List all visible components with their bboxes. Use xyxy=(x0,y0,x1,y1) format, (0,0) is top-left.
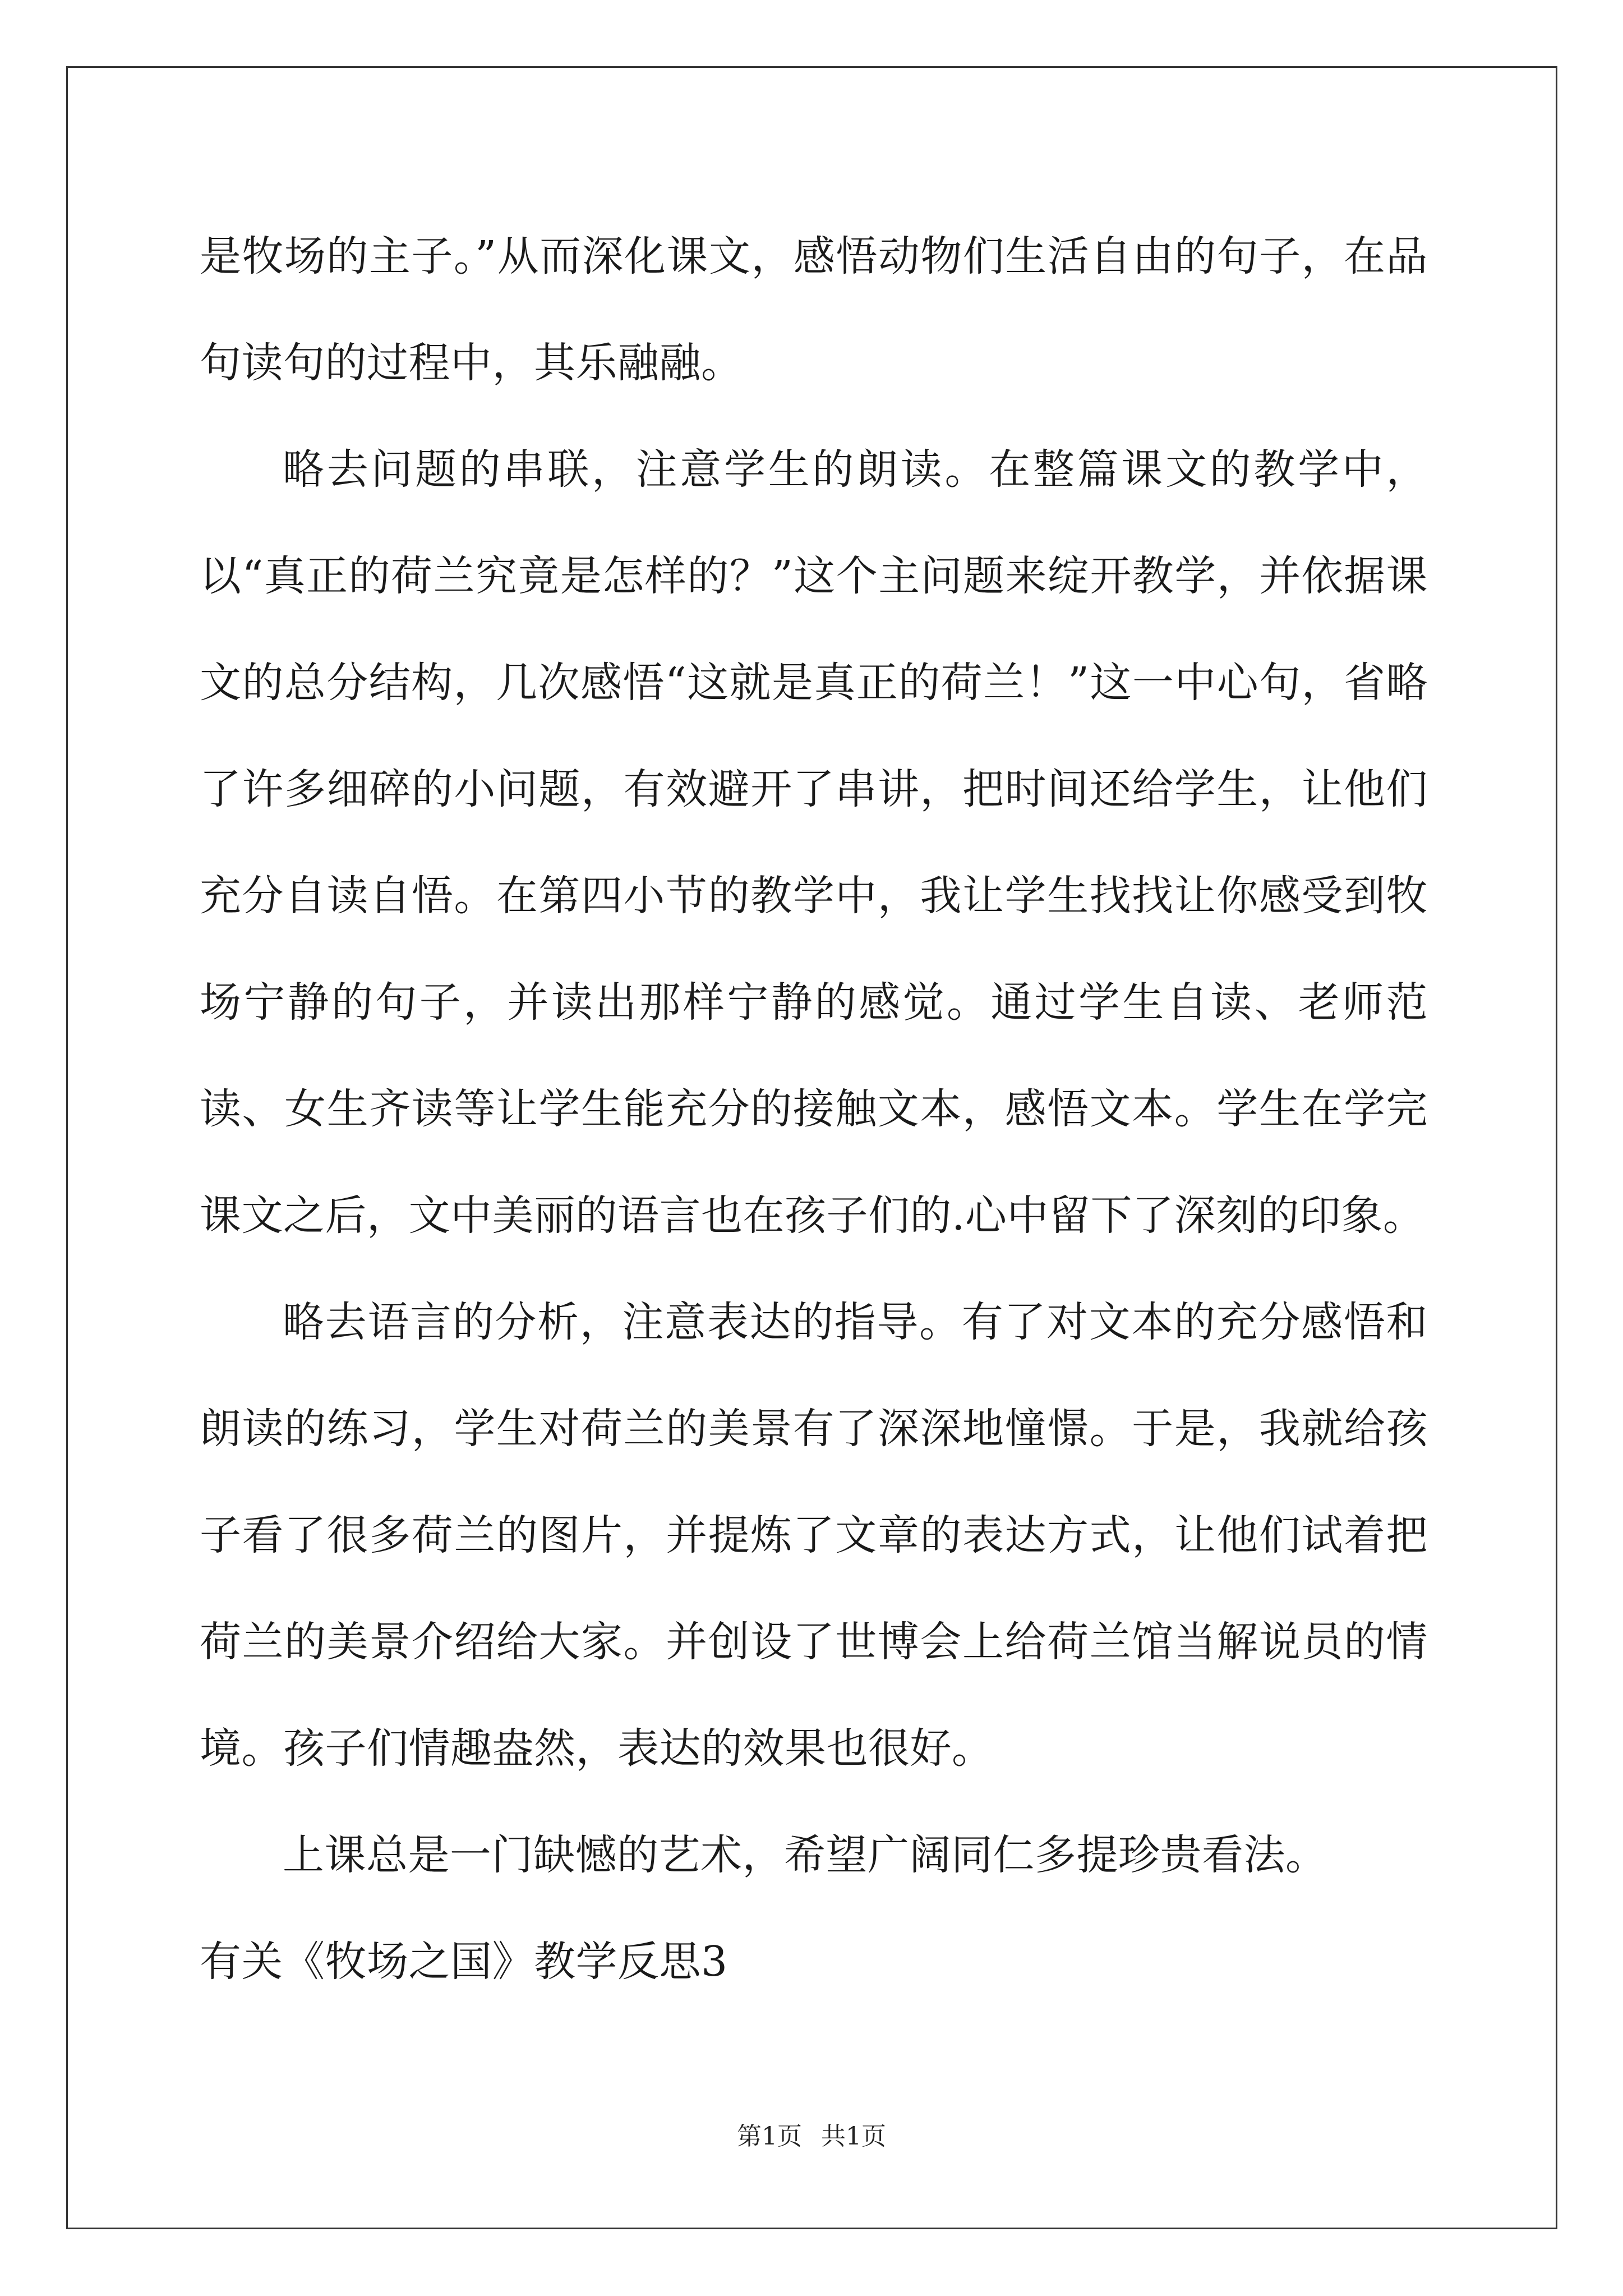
page-number-total: 共1页 xyxy=(821,2122,886,2151)
paragraph-4: 上课总是一门缺憾的艺术，希望广阔同仁多提珍贵看法。 xyxy=(283,1831,1327,1879)
paragraph-2: 略去问题的串联，注意学生的朗读。在整篇课文的教学中，以“真正的荷兰究竟是怎样的？”这个主问题来绽开教学，并依据课文的总分结构，几次感悟“这就是真正的荷兰！”这一中心句，省略了许多细碎的小问题，有效避开了串讲，把时间还给学生，让他们充分自读自悟。在第四小节的教学中，我让学生找找让你感受到牧场宁静的句子，并读出那样宁静的感觉。通过学生自读、老师范读、女生齐读等让学生能充分的接触文本，感悟文本。学生在学完课文之后，文中美丽的语言也在孩子们的.心中留下了深刻的印象。 xyxy=(200,445,1428,1240)
page-number-current: 第1页 xyxy=(737,2122,802,2151)
document-body xyxy=(200,203,1428,2015)
paragraph-3: 略去语言的分析，注意表达的指导。有了对文本的充分感悟和朗读的练习，学生对荷兰的美景有了深深地憧憬。于是，我就给孩子看了很多荷兰的图片，并提炼了文章的表达方式，让他们试着把荷兰的美景介绍给大家。并创设了世博会上给荷兰馆当解说员的情境。孩子们情趣盎然，表达的效果也很好。 xyxy=(200,1298,1428,1773)
paragraph-1: 是牧场的主子。”从而深化课文，感悟动物们生活自由的句子，在品句读句的过程中，其乐融融。 xyxy=(200,232,1428,387)
section-heading: 有关《牧场之国》教学反思3 xyxy=(200,1938,728,1986)
page-footer xyxy=(0,2116,1623,2152)
